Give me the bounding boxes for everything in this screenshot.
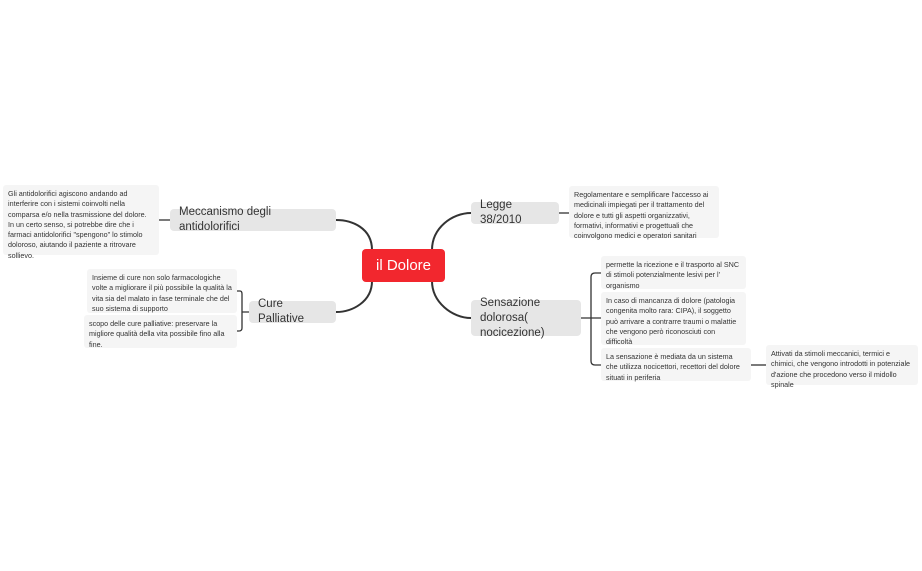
subtopic-nocicettori-stimoli[interactable]: [766, 345, 918, 389]
subtopic-text: La sensazione è mediata da un sistema che utilizza nocicettori, recettori del dolore situati in periferia: [606, 352, 740, 382]
connector-central-legge: [432, 213, 471, 250]
topic-label: Legge 38/2010: [480, 199, 522, 226]
subtopic-text: Attivati da stimoli meccanici, termici e chimici, che vengono introdotti in potenziale d'azione che procedono verso il midollo spinale: [771, 349, 911, 389]
central-topic-label: il Dolore: [375, 257, 432, 274]
subtopic-cure-definizione[interactable]: [87, 269, 237, 313]
topic-legge-38-2010[interactable]: [471, 199, 559, 226]
subtopic-text: Insieme di cure non solo farmacologiche volte a migliorare il più possibile la qualità la vita sia del malato in fase terminale che del suo sistema di supporto: [92, 273, 232, 313]
topic-cure-palliative[interactable]: [249, 298, 336, 325]
central-topic-il-dolore[interactable]: [362, 249, 445, 282]
topic-meccanismo-antidolorifici[interactable]: [170, 206, 336, 233]
subtopic-text: scopo delle cure palliative: preservare la migliore qualità della vita possibile fino alla fine.: [89, 319, 225, 349]
connector-central-meccanismo: [336, 220, 372, 250]
topic-label: Cure Palliative: [258, 298, 305, 325]
connector-cure-notes: [237, 291, 249, 331]
subtopic-sensazione-ricezione[interactable]: [601, 256, 746, 289]
subtopic-text: permette la ricezione e il trasporto al SNC di stimoli potenzialmente lesivi per l' organismo: [606, 260, 740, 290]
topic-sensazione-dolorosa[interactable]: [471, 296, 581, 339]
topic-label: Sensazione dolorosa( nocicezione): [480, 296, 545, 339]
connector-sensazione-notes: [581, 273, 601, 365]
subtopic-cure-scopo[interactable]: [84, 315, 237, 348]
subtopic-text: Gli antidolorifici agiscono andando ad interferire con i sistemi coinvolti nella comparsa e/o nella trasmissione del dolore. In un certo senso, si potrebbe dire che i farmaci antidolorifici "spengono" lo stimolo doloroso, aiutando il paziente a ritrovare sollievo.: [8, 189, 147, 260]
subtopic-sensazione-cipa[interactable]: [601, 292, 746, 345]
connector-central-sensazione: [432, 281, 471, 318]
subtopic-legge-descrizione[interactable]: [569, 186, 719, 241]
subtopic-text: In caso di mancanza di dolore (patologia congenita molto rara: CIPA), il soggetto può arrivare a contrarre traumi o malattie che vengono però riconosciuti con difficoltà: [606, 296, 737, 347]
subtopic-text: Regolamentare e semplificare l'accesso ai medicinali impiegati per il trattamento del dolore e tutti gli aspetti organizzativi, formativi, informativi e progettuali che coinvolgono medici e operatori sanitari: [574, 190, 709, 241]
subtopic-sensazione-nocicettori[interactable]: [601, 348, 751, 381]
connector-central-cure: [336, 281, 372, 312]
subtopic-meccanismo-descrizione[interactable]: [3, 185, 159, 260]
topic-label: Meccanismo degli antidolorifici: [179, 206, 272, 233]
